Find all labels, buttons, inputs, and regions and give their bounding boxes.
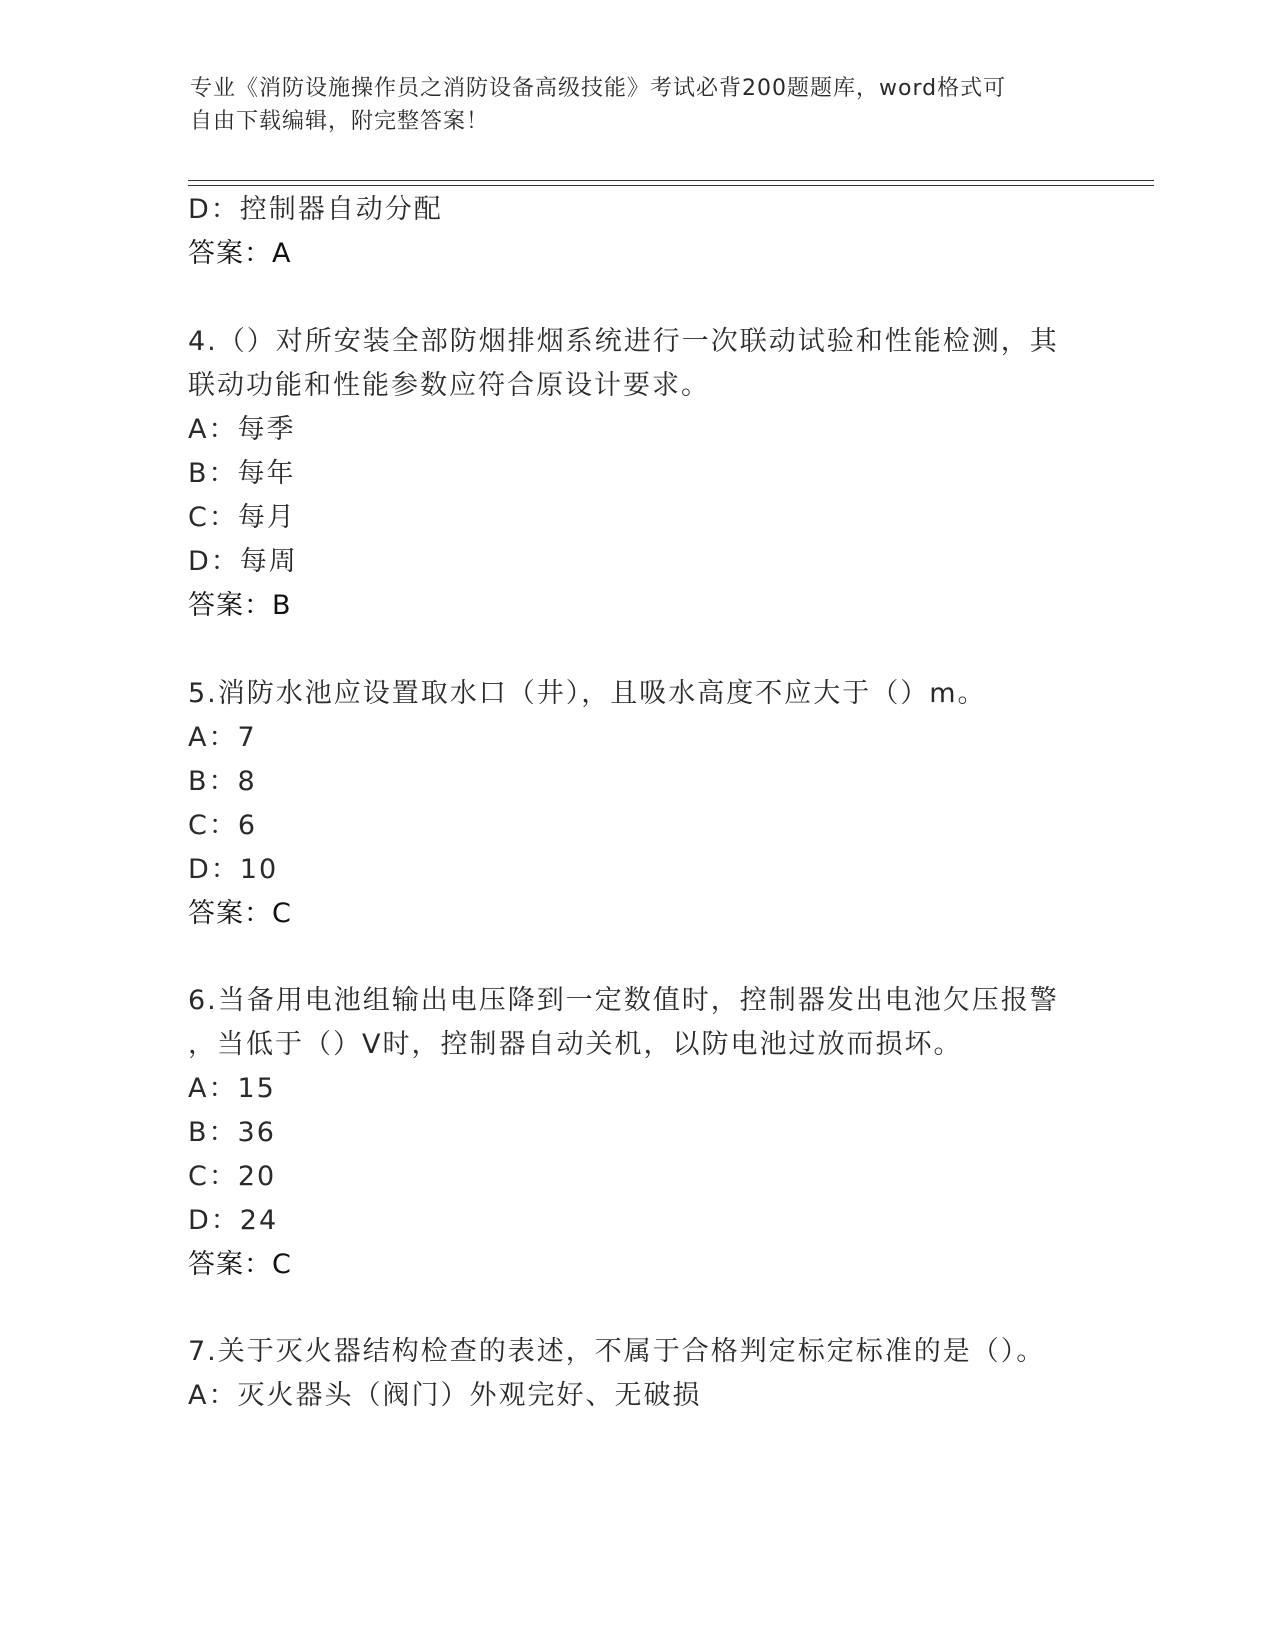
header-line-1: 专业《消防设施操作员之消防设备高级技能》考试必背200题题库，word格式可 [190, 76, 1007, 101]
question-line: 4.（）对所安装全部防烟排烟系统进行一次联动试验和性能检测，其 [188, 326, 1059, 357]
question-line: 6.当备用电池组输出电压降到一定数值时，控制器发出电池欠压报警 [188, 985, 1059, 1016]
option-line: D：每周 [188, 546, 298, 577]
answer-line: 答案：C [188, 1249, 292, 1280]
option-line: B：36 [188, 1117, 276, 1148]
option-line: A：15 [188, 1073, 276, 1104]
header-divider-top [188, 180, 1154, 181]
option-line: D：24 [188, 1205, 279, 1236]
option-line: D：10 [188, 854, 279, 885]
page-header [190, 72, 1070, 138]
answer-line: 答案：A [188, 238, 292, 269]
option-line: A：灭火器头（阀门）外观完好、无破损 [188, 1380, 702, 1411]
question-line: 联动功能和性能参数应符合原设计要求。 [188, 370, 710, 401]
option-line: C：6 [188, 810, 258, 841]
option-line: C：每月 [188, 502, 296, 533]
option-line: D：控制器自动分配 [188, 194, 443, 225]
option-line: A：每季 [188, 414, 296, 445]
option-line: B：每年 [188, 458, 296, 489]
option-line: B：8 [188, 766, 257, 797]
header-line-2: 自由下载编辑，附完整答案！ [190, 109, 490, 134]
option-line: A：7 [188, 722, 257, 753]
option-line: C：20 [188, 1161, 277, 1192]
question-line: 5.消防水池应设置取水口（井），且吸水高度不应大于（）m。 [188, 678, 987, 709]
answer-line: 答案：B [188, 590, 292, 621]
question-line: 7.关于灭火器结构检查的表述，不属于合格判定标定标准的是（）。 [188, 1336, 1046, 1367]
answer-line: 答案：C [188, 898, 292, 929]
question-line: ，当低于（）V时，控制器自动关机，以防电池过放而损坏。 [188, 1029, 963, 1060]
header-divider-bottom [188, 185, 1154, 186]
